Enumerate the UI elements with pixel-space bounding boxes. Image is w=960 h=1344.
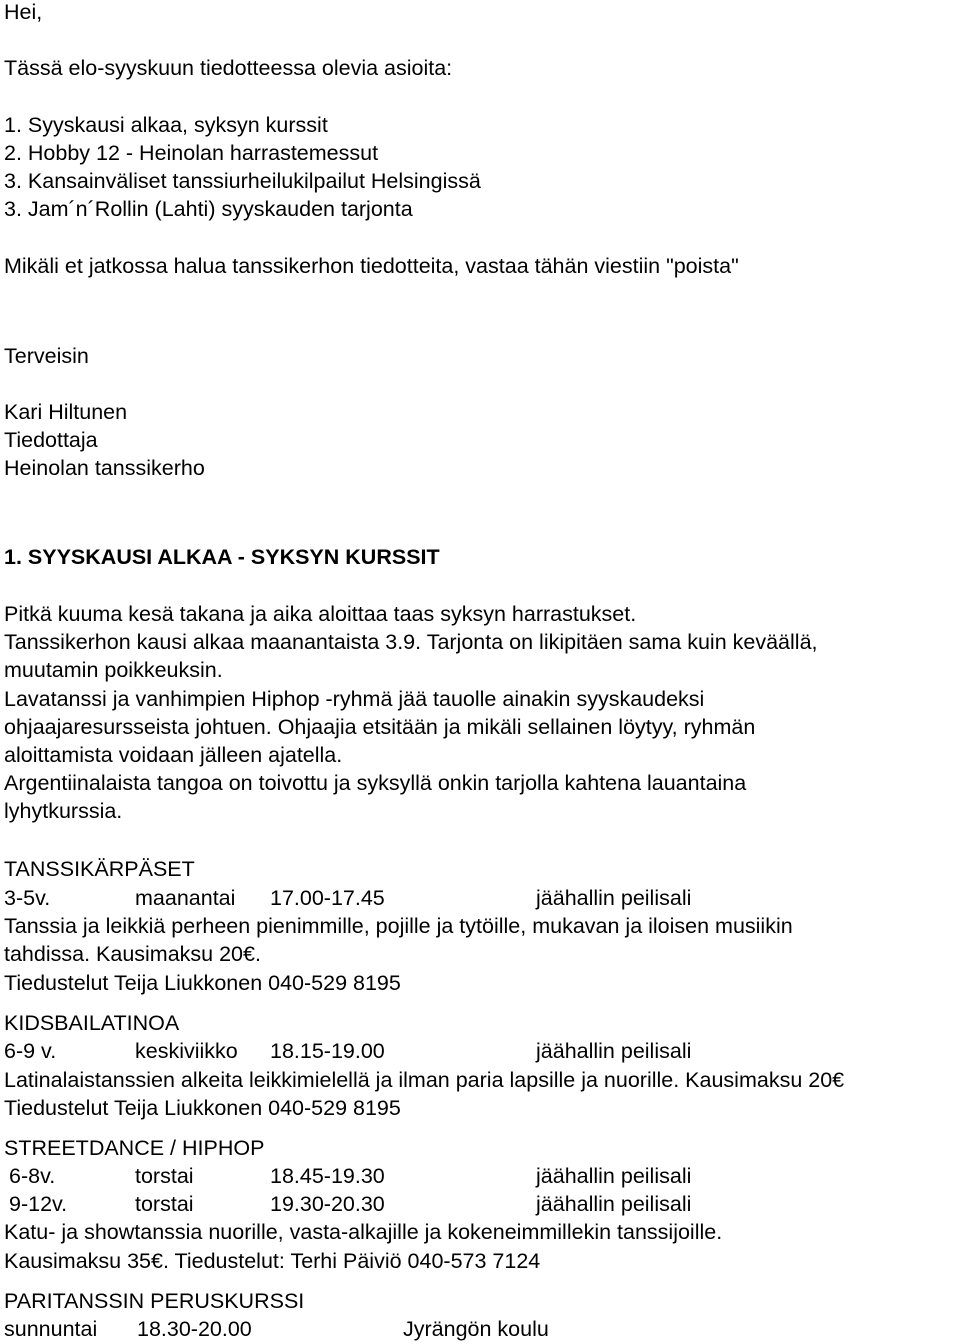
section-body-line: Lavatanssi ja vanhimpien Hiphop -ryhmä jää tauolle ainakin syyskaudeksi <box>4 687 705 711</box>
section-body-line: Argentiinalaista tangoa on toivottu ja syksyllä onkin tarjolla kahtena lauantaina <box>4 771 747 795</box>
section-heading: 1. SYYSKAUSI ALKAA - SYKSYN KURSSIT <box>4 545 440 569</box>
course-day: sunnuntai <box>4 1317 98 1341</box>
course-time: 18.15-19.00 <box>270 1039 385 1063</box>
course-age: 3-5v. <box>4 886 51 910</box>
signature-org: Heinolan tanssikerho <box>4 456 205 480</box>
course-schedule-row <box>0 1315 960 1343</box>
course-contact: Tiedustelut Teija Liukkonen 040-529 8195 <box>4 1096 401 1120</box>
toc-item: 3. Jam´n´Rollin (Lahti) syyskauden tarjonta <box>4 197 413 221</box>
section-body-line: aloittamista voidaan jälleen ajatella. <box>4 743 343 767</box>
course-description: tahdissa. Kausimaksu 20€. <box>4 942 261 966</box>
section-body-line: lyhytkurssia. <box>4 799 123 823</box>
course-age: 6-8v. <box>9 1164 56 1188</box>
course-age: 9-12v. <box>9 1192 68 1216</box>
section-body-line: Pitkä kuuma kesä takana ja aika aloittaa taas syksyn harrastukset. <box>4 602 637 626</box>
course-age: 6-9 v. <box>4 1039 57 1063</box>
course-place: jäähallin peilisali <box>536 1164 692 1188</box>
course-description: Tanssia ja leikkiä perheen pienimmille, pojille ja tytöille, mukavan ja iloisen musiikin <box>4 914 793 938</box>
course-schedule-row <box>0 1162 960 1190</box>
course-time: 18.30-20.00 <box>137 1317 252 1341</box>
course-title: KIDSBAILATINOA <box>4 1011 180 1035</box>
section-body-line: Tanssikerhon kausi alkaa maanantaista 3.9. Tarjonta on likipitäen sama kuin keväällä, <box>4 630 818 654</box>
toc-item: 3. Kansainväliset tanssiurheilukilpailut Helsingissä <box>4 169 481 193</box>
course-place: jäähallin peilisali <box>536 1039 692 1063</box>
course-description: Katu- ja showtanssia nuorille, vasta-alkajille ja kokeneimmillekin tanssijoille. <box>4 1220 723 1244</box>
unsubscribe-note: Mikäli et jatkossa halua tanssikerhon tiedotteita, vastaa tähän viestiin "poista" <box>4 254 739 278</box>
course-time: 17.00-17.45 <box>270 886 385 910</box>
course-place: Jyrängön koulu <box>403 1317 549 1341</box>
course-schedule-row <box>0 884 960 912</box>
course-title: STREETDANCE / HIPHOP <box>4 1136 265 1160</box>
signature-title: Tiedottaja <box>4 428 98 452</box>
course-title: PARITANSSIN PERUSKURSSI <box>4 1289 305 1313</box>
section-body-line: ohjaajaresursseista johtuen. Ohjaajia etsitään ja mikäli sellainen löytyy, ryhmän <box>4 715 756 739</box>
course-day: keskiviikko <box>135 1039 238 1063</box>
course-title: TANSSIKÄRPÄSET <box>4 857 195 881</box>
course-time: 19.30-20.30 <box>270 1192 385 1216</box>
course-day: torstai <box>135 1192 194 1216</box>
greeting: Hei, <box>4 0 43 24</box>
course-day: torstai <box>135 1164 194 1188</box>
course-schedule-row <box>0 1190 960 1218</box>
course-day: maanantai <box>135 886 236 910</box>
course-contact: Tiedustelut Teija Liukkonen 040-529 8195 <box>4 971 401 995</box>
regards: Terveisin <box>4 344 89 368</box>
course-description: Latinalaistanssien alkeita leikkimielellä ja ilman paria lapsille ja nuorille. Kausimaksu 20€ <box>4 1068 845 1092</box>
section-body-line: muutamin poikkeuksin. <box>4 658 223 682</box>
course-place: jäähallin peilisali <box>536 1192 692 1216</box>
toc-item: 1. Syyskausi alkaa, syksyn kurssit <box>4 113 328 137</box>
course-contact: Kausimaksu 35€. Tiedustelut: Terhi Päiviö 040-573 7124 <box>4 1249 541 1273</box>
course-time: 18.45-19.30 <box>270 1164 385 1188</box>
intro-text: Tässä elo-syyskuun tiedotteessa olevia asioita: <box>4 56 453 80</box>
signature-name: Kari Hiltunen <box>4 400 128 424</box>
toc-item: 2. Hobby 12 - Heinolan harrastemessut <box>4 141 379 165</box>
course-schedule-row <box>0 1037 960 1065</box>
course-place: jäähallin peilisali <box>536 886 692 910</box>
